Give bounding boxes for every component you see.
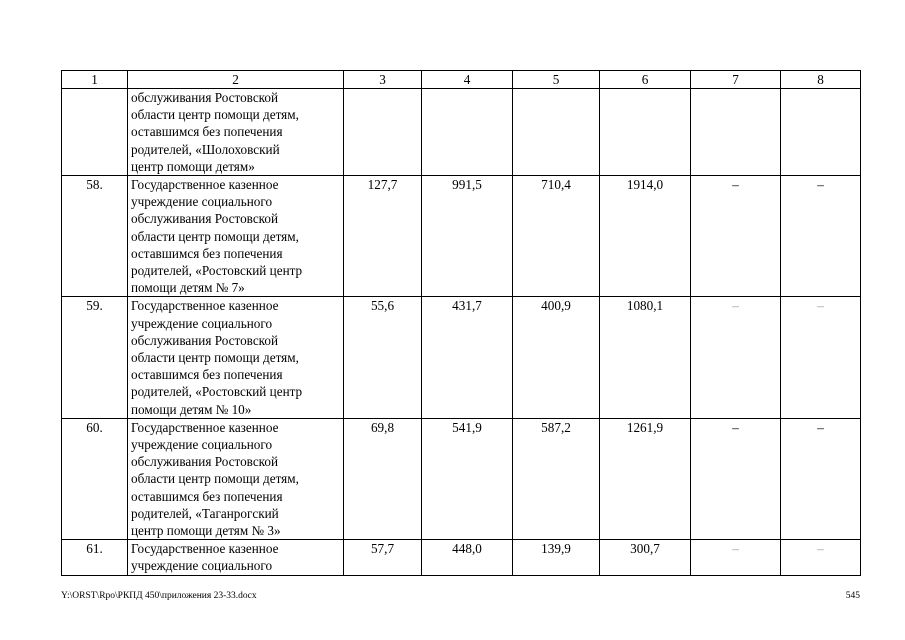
value-col-8: – <box>781 176 861 297</box>
column-header-5: 5 <box>513 71 600 89</box>
value-col-4: 991,5 <box>422 176 513 297</box>
value-col-3 <box>344 89 422 176</box>
value-col-7: – <box>691 297 781 418</box>
table-row <box>62 176 861 297</box>
row-number <box>62 89 128 176</box>
value-col-7: – <box>691 418 781 539</box>
column-header-8: 8 <box>781 71 861 89</box>
value-col-8: – <box>781 540 861 575</box>
page-number: 545 <box>845 591 860 601</box>
institution-name: Государственное казенное учреждение социального обслуживания Ростовской области центр помощи детям, оставшимся без попечения родителей, «Ростовский центр помощи детям № 10» <box>128 297 344 418</box>
row-number: 59. <box>62 297 128 418</box>
column-header-7: 7 <box>691 71 781 89</box>
institution-name: Государственное казенное учреждение социального обслуживания Ростовской области центр помощи детям, оставшимся без попечения родителей, «Ростовский центр помощи детям № 7» <box>128 176 344 297</box>
value-col-7: – <box>691 540 781 575</box>
column-header-2: 2 <box>128 71 344 89</box>
table-row <box>62 297 861 418</box>
value-col-6 <box>600 89 691 176</box>
row-number: 60. <box>62 418 128 539</box>
row-number: 58. <box>62 176 128 297</box>
table-row <box>62 418 861 539</box>
column-header-1: 1 <box>62 71 128 89</box>
value-col-5: 139,9 <box>513 540 600 575</box>
value-col-6: 300,7 <box>600 540 691 575</box>
column-number-header-row <box>62 71 861 89</box>
column-header-4: 4 <box>422 71 513 89</box>
value-col-5: 710,4 <box>513 176 600 297</box>
file-path-footer: Y:\ORST\Rpo\РКПД 450\приложения 23-33.docx <box>61 591 257 601</box>
value-col-3: 127,7 <box>344 176 422 297</box>
value-col-6: 1261,9 <box>600 418 691 539</box>
column-header-3: 3 <box>344 71 422 89</box>
value-col-4: 541,9 <box>422 418 513 539</box>
value-col-5: 400,9 <box>513 297 600 418</box>
column-header-6: 6 <box>600 71 691 89</box>
value-col-3: 69,8 <box>344 418 422 539</box>
institution-name: Государственное казенное учреждение социального <box>128 540 344 575</box>
value-col-8 <box>781 89 861 176</box>
institution-name: Государственное казенное учреждение социального обслуживания Ростовской области центр помощи детям, оставшимся без попечения родителей, «Таганрогский центр помощи детям № 3» <box>128 418 344 539</box>
value-col-8: – <box>781 418 861 539</box>
value-col-4: 448,0 <box>422 540 513 575</box>
value-col-6: 1914,0 <box>600 176 691 297</box>
value-col-5: 587,2 <box>513 418 600 539</box>
table-row <box>62 89 861 176</box>
row-number: 61. <box>62 540 128 575</box>
value-col-6: 1080,1 <box>600 297 691 418</box>
value-col-3: 55,6 <box>344 297 422 418</box>
table-row <box>62 540 861 575</box>
value-col-3: 57,7 <box>344 540 422 575</box>
value-col-5 <box>513 89 600 176</box>
value-col-4: 431,7 <box>422 297 513 418</box>
value-col-4 <box>422 89 513 176</box>
value-col-7: – <box>691 176 781 297</box>
institution-name: обслуживания Ростовской области центр помощи детям, оставшимся без попечения родителей, «Шолоховский центр помощи детям» <box>128 89 344 176</box>
value-col-7 <box>691 89 781 176</box>
expenditure-table <box>61 70 861 576</box>
value-col-8: – <box>781 297 861 418</box>
